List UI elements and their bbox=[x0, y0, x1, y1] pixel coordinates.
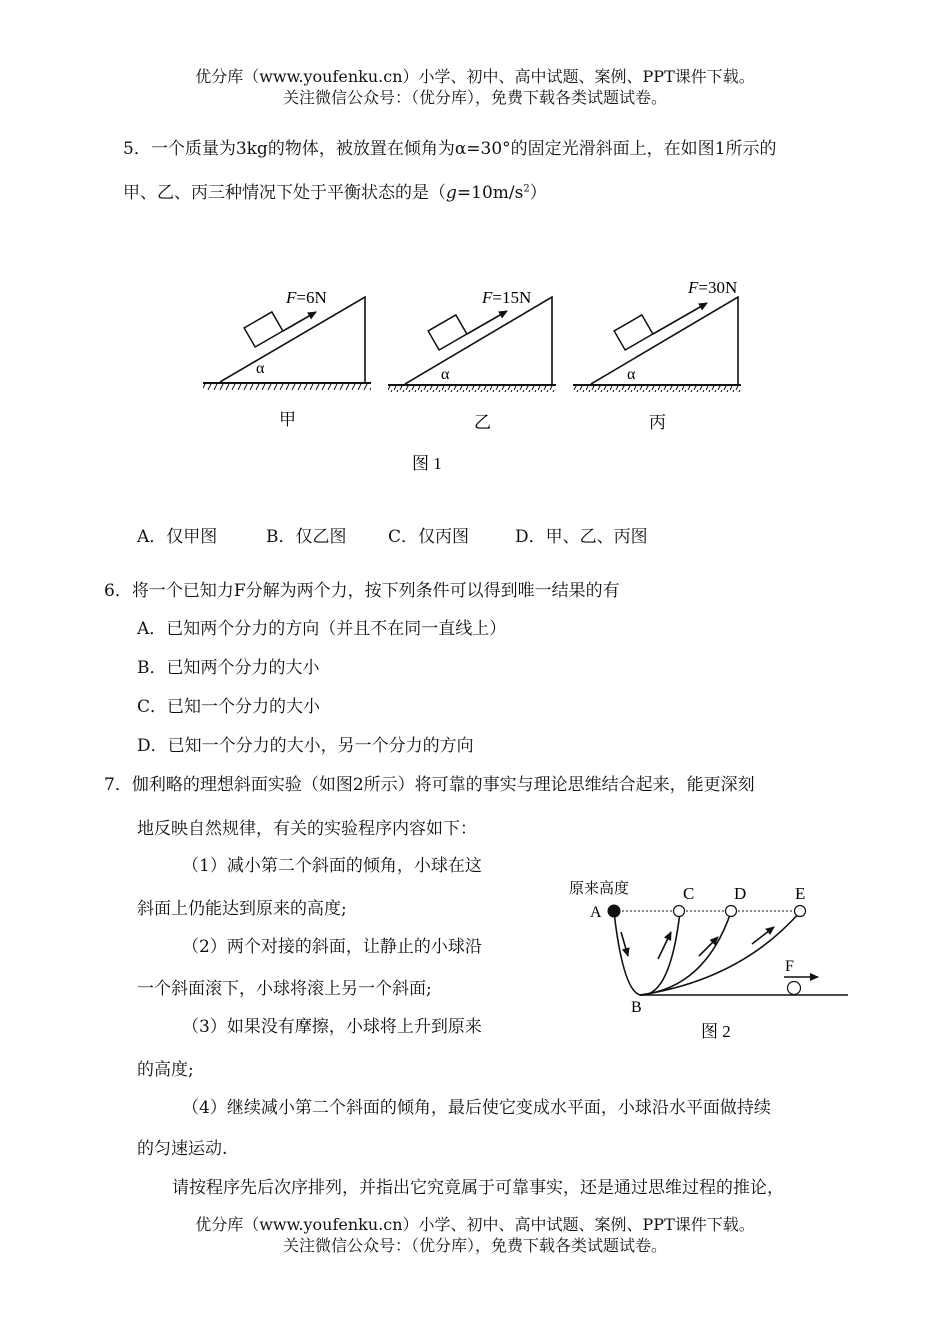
panel-jia bbox=[203, 288, 371, 429]
q6-option-b[interactable]: B．已知两个分力的大小 bbox=[137, 658, 320, 678]
q7-step-3a: （3）如果没有摩擦，小球将上升到原来 bbox=[182, 1017, 482, 1037]
q5-option-c[interactable]: C．仅丙图 bbox=[388, 527, 470, 547]
up-arrow-c bbox=[658, 932, 671, 959]
panel-name: 丙 bbox=[649, 413, 666, 432]
angle-label: α bbox=[256, 360, 265, 377]
force-label: F=30N bbox=[688, 278, 738, 297]
ground-hatch bbox=[388, 385, 556, 392]
point-b-label: B bbox=[631, 999, 642, 1016]
q7-step-3b: 的高度; bbox=[137, 1060, 194, 1080]
point-c-label: C bbox=[683, 884, 695, 903]
q7-stem-line-2: 地反映自然规律，有关的实验程序内容如下： bbox=[137, 819, 477, 839]
panel-name: 乙 bbox=[474, 413, 491, 432]
panel-name: 甲 bbox=[279, 410, 296, 429]
angle-label: α bbox=[441, 366, 450, 383]
force-label: F=6N bbox=[286, 288, 327, 307]
up-arrow-e bbox=[752, 927, 774, 944]
q7-step-2a: （2）两个对接的斜面，让静止的小球沿 bbox=[182, 937, 482, 957]
force-label: F bbox=[785, 958, 794, 975]
q5-stem-line-2: 甲、乙、丙三种情况下处于平衡状态的是$(g=10m/s^2)$ bbox=[123, 183, 547, 203]
down-arrow bbox=[621, 932, 628, 956]
figure-2-caption: 图 2 bbox=[701, 1022, 731, 1041]
incline bbox=[220, 297, 365, 382]
force-arrow bbox=[653, 303, 707, 334]
q5-option-b[interactable]: B．仅乙图 bbox=[266, 527, 347, 547]
ground-hatch bbox=[573, 385, 741, 392]
panel-bing bbox=[573, 278, 741, 432]
original-height-label: 原来高度 bbox=[569, 881, 630, 897]
q5-g-variable: g bbox=[446, 183, 457, 203]
force-label: F=15N bbox=[482, 288, 532, 307]
header-line-1: 优分库（www.youfenku.cn）小学、初中、高中试题、案例、PPT课件下载。 bbox=[195, 67, 755, 86]
ball-at-c bbox=[674, 906, 685, 917]
force-arrow bbox=[467, 311, 507, 334]
q7-step-1b: 斜面上仍能达到原来的高度; bbox=[137, 899, 347, 919]
q6-option-d[interactable]: D．已知一个分力的大小，另一个分力的方向 bbox=[137, 736, 474, 756]
q6-option-a[interactable]: A．已知两个分力的方向（并且不在同一直线上） bbox=[137, 619, 507, 639]
header-line-2: 关注微信公众号：（优分库），免费下载各类试题试卷。 bbox=[282, 88, 667, 107]
ball-at-e bbox=[795, 906, 806, 917]
footer-line-2: 关注微信公众号：（优分库），免费下载各类试题试卷。 bbox=[282, 1236, 667, 1255]
figure-1-caption: 图 1 bbox=[412, 454, 442, 473]
incline bbox=[405, 297, 552, 384]
q7-step-2b: 一个斜面滚下，小球将滚上另一个斜面; bbox=[137, 979, 432, 999]
ball-at-d bbox=[726, 906, 737, 917]
q7-step-4b: 的匀速运动. bbox=[137, 1139, 228, 1159]
point-d-label: D bbox=[734, 884, 747, 903]
incline-to-e bbox=[640, 912, 800, 995]
footer-line-1: 优分库（www.youfenku.cn）小学、初中、高中试题、案例、PPT课件下载。 bbox=[195, 1215, 755, 1234]
q6-option-c[interactable]: C．已知一个分力的大小 bbox=[137, 697, 321, 717]
q7-step-4a: （4）继续减小第二个斜面的倾角，最后使它变成水平面，小球沿水平面做持续 bbox=[182, 1098, 771, 1118]
block bbox=[244, 312, 283, 347]
point-a-label: A bbox=[590, 904, 602, 921]
q6-stem: 6．将一个已知力F分解为两个力，按下列条件可以得到唯一结果的有 bbox=[104, 581, 620, 601]
point-e-label: E bbox=[795, 884, 806, 903]
panel-yi bbox=[388, 288, 556, 432]
figure-2-galileo-inclines bbox=[560, 870, 855, 1050]
block bbox=[428, 315, 467, 350]
q5-stem-line-1: 5．一个质量为3kg的物体，被放置在倾角为α=30°的固定光滑斜面上，在如图1所示的 bbox=[123, 139, 777, 159]
q7-stem-line-1: 7．伽利略的理想斜面实验（如图2所示）将可靠的事实与理论思维结合起来，能更深刻 bbox=[104, 775, 755, 795]
q7-step-1a: （1）减小第二个斜面的倾角，小球在这 bbox=[182, 856, 482, 876]
ground-hatch bbox=[203, 383, 371, 390]
q5-option-d[interactable]: D．甲、乙、丙图 bbox=[515, 527, 648, 547]
figure-1-inclines bbox=[195, 270, 765, 480]
q5-option-a[interactable]: A．仅甲图 bbox=[137, 527, 218, 547]
ball-at-a bbox=[608, 905, 621, 918]
block bbox=[614, 315, 653, 350]
q7-instruction: 请按程序先后次序排列，并指出它究竟属于可靠事实，还是通过思维过程的推论， bbox=[172, 1178, 784, 1198]
incline bbox=[591, 297, 738, 384]
incline-to-d bbox=[640, 912, 731, 995]
ball-on-plane bbox=[788, 982, 801, 995]
angle-label: α bbox=[627, 366, 636, 383]
